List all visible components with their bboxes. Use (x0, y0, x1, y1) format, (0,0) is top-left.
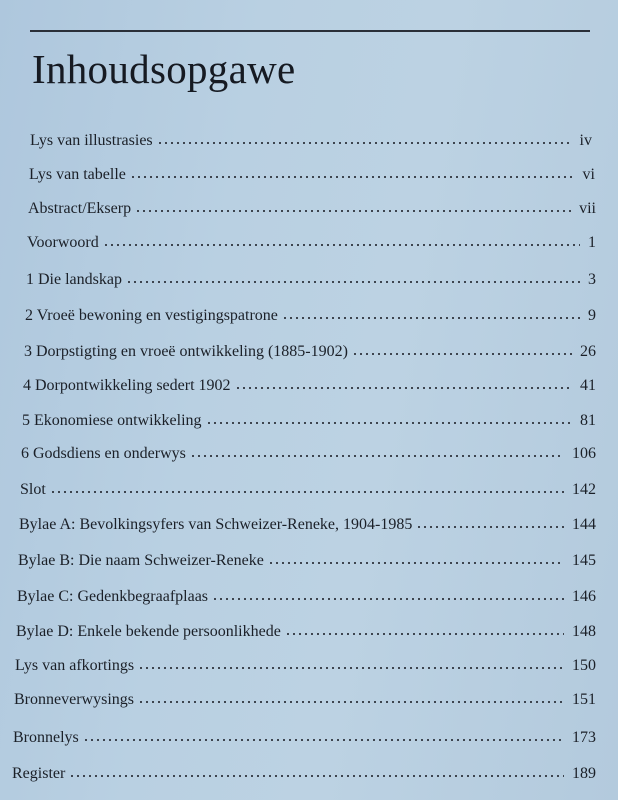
toc-entry (13, 728, 596, 748)
toc-entry (12, 764, 596, 784)
toc-entry-label: Bylae D: Enkele bekende persoonlikhede (16, 623, 281, 640)
toc-entry-label: Bylae C: Gedenkbegraafplaas (17, 588, 209, 605)
toc-entry-page: vii (579, 200, 596, 217)
toc-entry-page: 146 (572, 588, 596, 605)
toc-entry-label: Bylae A: Bevolkingsyfers van Schweizer-Reneke, 1904-1985 (19, 516, 413, 533)
toc-entry-label: 3 Dorpstigting en vroeë ontwikkeling (1885-1902) (24, 343, 348, 360)
dot-leader (138, 667, 564, 669)
toc-entry-label: Slot (20, 481, 46, 498)
toc-entry (27, 233, 596, 253)
dot-leader (126, 281, 580, 283)
toc-entry (28, 199, 596, 219)
toc-entry-page: 41 (580, 377, 596, 394)
toc-entry-page: 26 (580, 343, 596, 360)
dot-leader (285, 633, 564, 635)
toc-entry-page: 3 (588, 271, 596, 288)
toc-entry (17, 587, 596, 607)
toc-entry-label: Lys van tabelle (29, 166, 126, 183)
toc-entry-page: 144 (572, 516, 596, 533)
dot-leader (138, 701, 564, 703)
dot-leader (157, 142, 572, 144)
toc-entry-page: vi (582, 166, 595, 183)
toc-entry (15, 656, 596, 676)
toc-entry-page: 173 (572, 729, 596, 746)
toc-entry-label: Register (12, 765, 66, 782)
toc-entry-page: 106 (572, 445, 596, 462)
dot-leader (130, 176, 575, 178)
dot-leader (212, 598, 564, 600)
toc-entry-page: 1 (588, 234, 596, 251)
toc-entry-label: 5 Ekonomiese ontwikkeling (22, 412, 202, 429)
toc-entry-page: 81 (580, 412, 596, 429)
toc-entry (25, 306, 596, 326)
dot-leader (235, 387, 572, 389)
toc-entry-label: Voorwoord (27, 234, 99, 251)
toc-entry-page: 142 (572, 481, 596, 498)
toc-entry (29, 165, 595, 185)
toc-entry (23, 376, 596, 396)
toc-entry (30, 131, 592, 151)
dot-leader (135, 210, 571, 212)
dot-leader (50, 491, 564, 493)
dot-leader (69, 775, 564, 777)
toc-entry (24, 342, 596, 362)
toc-entry-page: 150 (572, 657, 596, 674)
toc-entry-label: Bylae B: Die naam Schweizer-Reneke (18, 552, 264, 569)
toc-entry (16, 622, 596, 642)
toc-entry (14, 690, 596, 710)
toc-entry (20, 480, 596, 500)
dot-leader (352, 353, 572, 355)
toc-entry-page: 148 (572, 623, 596, 640)
toc-entry (19, 515, 596, 535)
toc-entry-page: 151 (572, 691, 596, 708)
dot-leader (83, 739, 564, 741)
toc-entry-label: Lys van illustrasies (30, 132, 153, 149)
toc-entry-page: 189 (572, 765, 596, 782)
toc-entry-label: Bronneverwysings (14, 691, 134, 708)
toc-entry-label: Bronnelys (13, 729, 79, 746)
toc-entry-label: Abstract/Ekserp (28, 200, 132, 217)
toc-entry (18, 551, 596, 571)
toc-entry-label: 6 Godsdiens en onderwys (21, 445, 186, 462)
dot-leader (268, 562, 564, 564)
dot-leader (416, 526, 564, 528)
toc-entry-page: iv (579, 132, 592, 149)
dot-leader (206, 422, 572, 424)
dot-leader (190, 455, 564, 457)
toc-entry (22, 411, 596, 431)
toc-entry-label: 1 Die landskap (26, 271, 122, 288)
dot-leader (282, 317, 580, 319)
page-title: Inhoudsopgawe (32, 46, 296, 92)
toc-entry-label: 4 Dorpontwikkeling sedert 1902 (23, 377, 231, 394)
toc-entry (21, 444, 596, 464)
toc-entry-page: 145 (572, 552, 596, 569)
toc-entry-label: 2 Vroeë bewoning en vestigingspatrone (25, 307, 278, 324)
toc-entry-label: Lys van afkortings (15, 657, 135, 674)
toc-entry (26, 270, 596, 290)
dot-leader (103, 244, 580, 246)
toc-entry-page: 9 (588, 307, 596, 324)
